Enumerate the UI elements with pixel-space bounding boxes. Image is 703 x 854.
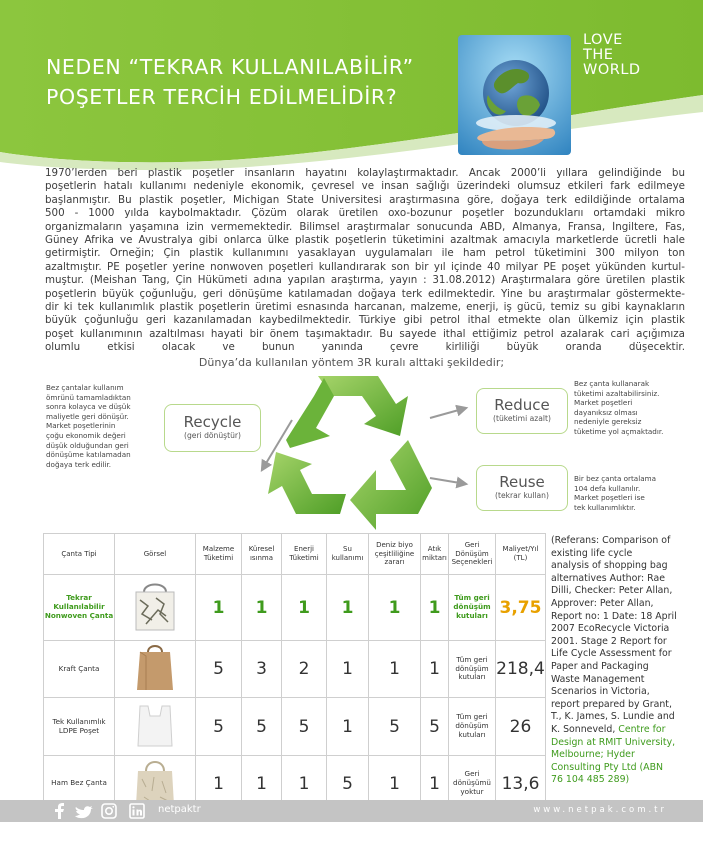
reference-link-text: 76 104 485 289) (551, 774, 630, 786)
score-cell: 5 (369, 698, 421, 756)
score-cell: 1 (421, 756, 449, 812)
paragraph-line: 500 - 1000 yılda kaybolmaktadır. Çözüm olarak üretilen oxo-bozunur poşetler bozunduklarıı ortamdaki mikro (45, 207, 685, 220)
column-header: Geri Dönüşüm Seçenekleri (449, 534, 496, 575)
score-cell: 1 (242, 575, 282, 641)
reference-text: K. Sonneveld, (551, 723, 619, 735)
score-cell: 1 (196, 575, 242, 641)
instagram-icon[interactable] (102, 804, 116, 818)
recycle-symbol-icon (268, 376, 432, 530)
paragraph-line: olumlu etkisi olacak ve bunun yanında çevre kirliliği büyük oranda düşecektir. (45, 341, 685, 354)
kraft-bag-image (115, 641, 196, 698)
note-line: sonra kolayca ve düşük (46, 402, 131, 412)
reference-line: existing life cycle (551, 547, 633, 559)
recycle-option-cell: Tüm geri dönüşüm kutuları (449, 575, 496, 641)
footer-bar (0, 800, 703, 822)
recycle-label: Recycle (183, 413, 242, 431)
table-header-row (44, 534, 546, 575)
recycle-option-cell: Tüm geri dönüşüm kutuları (449, 698, 496, 756)
score-cell: 1 (421, 641, 449, 698)
arrow-to-reuse (430, 478, 466, 484)
paragraph-line: 1970’lerden beri plastik poşetler insanların hayatını kolaylaştırmaktadır. Ancak 2000’li yıllara gelindiğinde bu (45, 167, 685, 179)
reference-line: Approver: Peter Allan, (551, 597, 654, 609)
paragraph-line: muştur. (Meishan Tang, Çin Hükümeti adına yapılan araştırma, yayın : 31.08.2012) Araştırmalara göre üretilen plastik (45, 274, 685, 287)
reuse-sublabel: (tekrar kullan) (495, 491, 549, 500)
note-line: doğaya terk edilir. (46, 459, 112, 469)
score-cell: 5 (196, 641, 242, 698)
score-cell: 1 (282, 575, 327, 641)
note-line: tek kullanımlıktır. (574, 502, 636, 512)
table-row (44, 698, 546, 756)
paragraph-line: poşet kullanımının azaltılması hayati bir önem taşımaktadır. Bu sayede ithal ettiğimiz petrol azalarak cari açığımıza (45, 327, 685, 340)
reference-line: analysis of shopping bag (551, 560, 668, 572)
reference-line: (Referans: Comparison of (551, 535, 671, 546)
column-header: Çanta Tipi (44, 534, 115, 575)
recycle-option-cell: Geri dönüşümü yoktur (449, 756, 496, 812)
brand-line-2: THE (583, 47, 614, 63)
column-header: Küresel ısınma (242, 534, 282, 575)
cost-cell: 3,75 (496, 575, 546, 641)
note-line: Market poşetlerinin (46, 421, 116, 431)
title-line-1: NEDEN “TEKRAR KULLANILABİLİR” (46, 55, 414, 79)
score-cell: 1 (369, 641, 421, 698)
note-line: çoğu ekonomik değeri (46, 430, 126, 440)
reference-line: Scenarios in Victoria, (551, 686, 650, 698)
cost-cell: 13,6 (496, 756, 546, 812)
score-cell: 5 (327, 756, 369, 812)
reference-link-text: Design at RMIT University, (551, 736, 676, 748)
column-header: Su kullanımı (327, 534, 369, 575)
column-header: Maliyet/Yıl (TL) (496, 534, 546, 575)
recycle-sublabel: (geri dönüştür) (183, 431, 242, 440)
note-line: 104 defa kullanılır. (574, 483, 641, 493)
bag-comparison-table (43, 533, 546, 812)
note-line: dayanıksız olması (574, 407, 638, 417)
note-line: Bir bez çanta ortalama (574, 474, 657, 483)
reuse-label: Reuse (499, 473, 545, 491)
bag-type-cell: Ham Bez Çanta (44, 756, 115, 812)
score-cell: 1 (327, 575, 369, 641)
reference-link-text: Melbourne; Hyder (551, 749, 635, 761)
score-cell: 1 (242, 756, 282, 812)
reference-line: Dilli, Checker: Peter Allan, (551, 585, 673, 597)
reference-line: T., K. James, S. Lundie and (551, 711, 675, 723)
score-cell: 1 (327, 641, 369, 698)
arrow-to-reduce (430, 408, 466, 418)
note-line: nedeniyle gereksiz (574, 417, 642, 427)
paragraph-line: poşetlerin hatalı kullanımı nedeniyle ekonomik, çevresel ve insan sağlığı üzerindeki olumsuz etkileri fark edilmeye (45, 180, 685, 193)
score-cell: 1 (369, 575, 421, 641)
note-line: Bez çantalar kullanım (46, 383, 124, 392)
nonwoven-bag-image (115, 575, 196, 641)
column-header: Atık miktarı (421, 534, 449, 575)
score-cell: 5 (242, 698, 282, 756)
social-icons (52, 803, 152, 819)
note-line: ömrünü tamamladıktan (46, 392, 131, 402)
twitter-icon[interactable] (75, 806, 93, 818)
score-cell: 5 (196, 698, 242, 756)
note-line: tüketimi azaltabilirsiniz. (574, 388, 660, 398)
note-line: tüketime yol açmaktadır. (574, 426, 664, 436)
score-cell: 3 (242, 641, 282, 698)
cost-cell: 26 (496, 698, 546, 756)
reference-line: 2001. Stage 2 Report for (551, 635, 667, 647)
score-cell: 5 (282, 698, 327, 756)
score-cell: 1 (369, 756, 421, 812)
reference-line: Paper and Packaging (551, 660, 649, 672)
score-cell: 1 (282, 756, 327, 812)
reference-line: Report no: 1 Date: 18 April (551, 610, 677, 622)
ldpe-bag-image (115, 698, 196, 756)
note-line: Market poşetleri (574, 398, 633, 408)
score-cell: 1 (196, 756, 242, 812)
3r-rule-subtitle: Dünya’da kullanılan yöntem 3R kuralı alttaki şekildedir; (198, 356, 505, 369)
reference-line: 2007 EcoRecycle Victoria (551, 623, 670, 635)
bag-type-cell: Kraft Çanta (44, 641, 115, 698)
column-header: Görsel (115, 534, 196, 575)
column-header: Enerji Tüketimi (282, 534, 327, 575)
column-header: Malzeme Tüketimi (196, 534, 242, 575)
note-line: Bez çanta kullanarak (574, 379, 650, 388)
brand-line-1: LOVE (583, 32, 623, 48)
note-line: Market poşetleri ise (574, 493, 645, 503)
title-line-2: POŞETLER TERCİH EDİLMELİDİR? (46, 85, 398, 109)
recycle-option-cell: Tüm geri dönüşüm kutuları (449, 641, 496, 698)
paragraph-line: başlanmıştır. Bu plastik poşetler, Michigan State Üniversitesi araştırmasına göre, doğaya terk edildiğinde ortalama (45, 193, 685, 206)
table-row (44, 575, 546, 641)
facebook-icon[interactable] (55, 803, 64, 819)
reduce-label: Reduce (494, 396, 550, 414)
note-line: dönüşüme katılamadan (46, 450, 131, 460)
score-cell: 5 (421, 698, 449, 756)
website-link[interactable]: www.netpak.com.tr (533, 805, 667, 815)
reference-link-text: Consulting Pty Ltd (ABN (551, 761, 664, 773)
paragraph-line: azaltmıştır. PE poşetler yerine nonwoven poşetleri kullandırarak son bir yıl içinde 40 milyar PE poşet yükünden kurtul- (45, 260, 685, 273)
reference-line: Waste Management (551, 673, 645, 685)
note-line: maliyetle geri dönüşür. (46, 411, 129, 421)
linkedin-icon[interactable] (130, 804, 144, 818)
paragraph-line: dir ki tek kullanımlık plastik poşetlerin üretimi esnasında harcanan, malzeme, enerji, iş gücü, temiz su gibi kaynakların (45, 301, 685, 314)
reference-line: Life Cycle Assessment for (551, 648, 672, 660)
cost-cell: 218,4 (496, 641, 546, 698)
bag-type-cell: Tekrar Kullanılabilir Nonwoven Çanta (44, 575, 115, 641)
score-cell: 2 (282, 641, 327, 698)
reference-line: alternatives Author: Rae (551, 572, 665, 584)
paragraph-line: organizmaların yaşamına izin vermemektedir. Bilimsel araştırmalar sonucunda ABD, Almanya, Fransa, İngiltere, Fas, (45, 220, 685, 233)
bag-type-cell: Tek Kullanımlık LDPE Poşet (44, 698, 115, 756)
reference-link-text: Centre for (618, 723, 666, 735)
paragraph-line: poşetlerin büyük çoğunluğu, geri dönüşüme katılamadan doğaya terk edilmektedir. Yine bu araştırmalar göstermekte- (45, 287, 685, 300)
reference-line: report prepared by Grant, (551, 698, 672, 710)
score-cell: 1 (421, 575, 449, 641)
note-line: düşük olduğundan geri (46, 440, 129, 450)
score-cell: 1 (327, 698, 369, 756)
paragraph-line: büyük çoğunluğu geri kazanılamadan kaybedilmektedir. Türkiye gibi petrol ithal etmekte olan ülkemiz için plastik (45, 314, 685, 327)
table-row (44, 641, 546, 698)
social-handle[interactable]: netpaktr (158, 804, 201, 815)
brand-line-3: WORLD (583, 62, 641, 78)
reference-note (551, 535, 686, 787)
paragraph-line: getirmiştir. Örneğin; Çin plastik kullanımını yasaklayan uygulamaları ile ham petrol tüketimini 300 milyon ton (45, 247, 685, 260)
reduce-sublabel: (tüketimi azalt) (493, 414, 551, 423)
column-header: Deniz biyo çeşitliliğine zararı (369, 534, 421, 575)
paragraph-line: Güney Afrika ve Avustralya gibi onlarca ülke plastik poşetlerin tüketimini azaltmak amacıyla marketlerde ücretli hale (45, 234, 685, 247)
reference-line-mixed (551, 724, 686, 737)
